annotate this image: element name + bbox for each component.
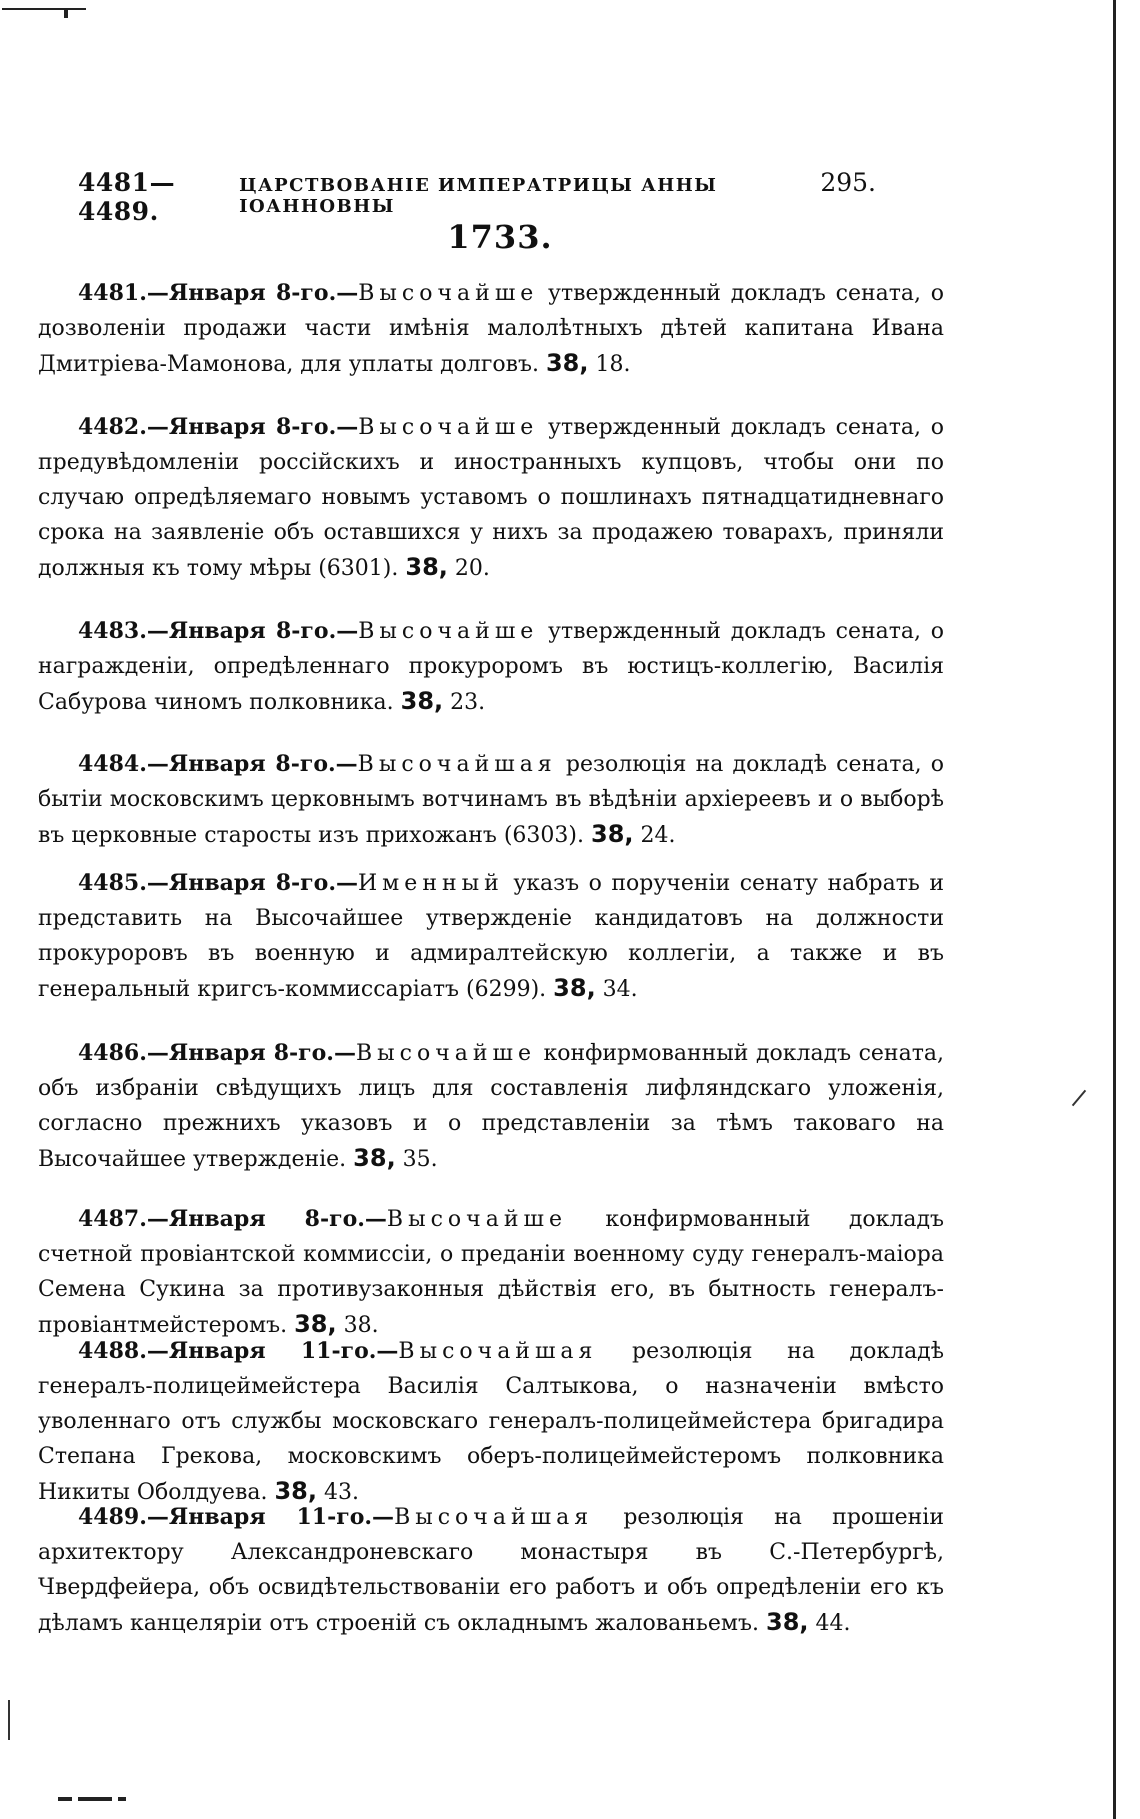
entry-4486 [38, 1036, 944, 1177]
entry-page-ref: 23. [443, 690, 486, 715]
entry-date: —Января 8-го.— [146, 1206, 387, 1232]
scan-artifact [1072, 1090, 1086, 1107]
entry-number: 4484. [78, 751, 147, 777]
entry-page-ref: 35. [395, 1147, 438, 1172]
entry-page-ref: 44. [808, 1611, 851, 1636]
running-header [78, 168, 876, 226]
page-edge-line [1113, 0, 1116, 1819]
entry-act-type: Высочайшая [394, 1505, 594, 1530]
entry-number: 4488. [78, 1338, 147, 1364]
entry-number: 4486. [78, 1040, 147, 1066]
entry-volume: 38, [274, 1477, 317, 1505]
entry-volume: 38, [400, 687, 444, 715]
entry-number: 4482. [78, 414, 147, 440]
entry-text: утвержденный докладъ сената, о предувѣдомленіи россійскихъ и иностранныхъ купцовъ, чтобы они по случаю опредѣляемаго новымъ уставомъ о пошлинахъ пятнадцатидневнаго срока на заявленіе объ оставшихся у нихъ за продажею товарахъ, приняли должныя къ тому мѣры (6301). [38, 415, 945, 581]
entry-act-type: Высочайше [358, 619, 539, 644]
entry-date: —Января 8-го.— [146, 1040, 356, 1066]
scan-artifact [8, 1700, 10, 1740]
page-number: 295. [820, 168, 876, 197]
entry-date: —Января 8-го.— [146, 618, 359, 644]
entry-text: резолюція на докладѣ сената, о бытіи московскимъ церковнымъ вотчинамъ въ вѣдѣніи архіереевъ и о выборѣ въ церковные старосты изъ прихожанъ (6303). [38, 752, 944, 848]
entry-volume: 38, [591, 820, 634, 848]
entry-text: резолюція на докладѣ генералъ-полицеймейстера Василія Салтыкова, о назначеніи вмѣсто уволеннаго отъ службы московскаго генералъ-полицеймейстера бригадира Степана Грекова, московскимъ оберъ-полицеймейстеромъ полковника Никиты Оболдуева. [38, 1339, 944, 1505]
entry-range: 4481—4489. [78, 168, 176, 226]
entry-date: —Января 8-го.— [146, 280, 359, 306]
entry-text: конфирмованный докладъ сената, объ избраніи свѣдущихъ лицъ для составленія лифляндскаго уложенія, согласно прежнихъ указовъ и о представленіи за тѣмъ таковаго на Высочайшее утвержденіе. [38, 1041, 944, 1172]
entry-date: —Января 8-го.— [146, 751, 358, 777]
top-scan-mark [2, 4, 86, 16]
entry-number: 4485. [78, 870, 147, 896]
entry-page-ref: 38. [336, 1313, 379, 1338]
entry-page-ref: 24. [633, 823, 676, 848]
entry-text: утвержденный докладъ сената, о дозволеніи продажи части имѣнія малолѣтныхъ дѣтей капитана Ивана Дмитріева-Мамонова, для уплаты долговъ. [38, 281, 945, 377]
entry-volume: 38, [766, 1608, 809, 1636]
entry-volume: 38, [353, 1144, 396, 1172]
entry-text: резолюція на прошеніи архитектору Александроневскаго монастыря въ С.-Петербургѣ, Чвердфейера, объ освидѣтельствованіи его работъ и объ опредѣленіи его къ дѣламъ канцеляріи отъ строеній съ окладнымъ жалованьемъ. [38, 1505, 944, 1636]
entry-volume: 38, [294, 1310, 337, 1338]
entry-number: 4483. [78, 618, 147, 644]
entry-act-type: Высочайше [355, 1041, 537, 1066]
entry-volume: 38, [553, 974, 596, 1002]
running-title: ЦАРСТВОВАНІЕ ИМПЕРАТРИЦЫ АННЫ ІОАННОВНЫ [239, 175, 718, 217]
entry-page-ref: 18. [588, 352, 631, 377]
entry-act-type: Именный [358, 871, 504, 896]
entry-act-type: Высочайше [358, 281, 539, 306]
entry-text: конфирмованный докладъ счетной провіантской коммиссіи, о преданіи военному суду генералъ-маіора Семена Сукина за противузаконныя дѣйствія его, въ бытность генералъ-провіантмейстеромъ. [38, 1207, 944, 1338]
entry-number: 4487. [78, 1206, 147, 1232]
entry-date: —Января 8-го.— [146, 414, 359, 440]
entry-number: 4489. [78, 1504, 147, 1530]
entry-date: —Января 11-го.— [146, 1504, 395, 1530]
entry-text: утвержденный докладъ сената, о награжденіи, опредѣленнаго прокуроромъ въ юстицъ-коллегію, Василія Сабурова чиномъ полковника. [38, 619, 945, 715]
entry-page-ref: 20. [447, 556, 490, 581]
entry-page-ref: 43. [316, 1480, 359, 1505]
entry-4483 [38, 614, 944, 720]
entry-date: —Января 8-го.— [146, 870, 358, 896]
entry-act-type: Высочайше [386, 1207, 567, 1232]
entry-4487 [38, 1202, 944, 1343]
entry-4489 [38, 1500, 944, 1641]
entry-act-type: Высочайшая [357, 752, 557, 777]
entry-act-type: Высочайшая [398, 1339, 598, 1364]
entry-4481 [38, 276, 944, 382]
entry-volume: 38, [405, 553, 448, 581]
entry-page-ref: 34. [595, 977, 638, 1002]
entry-volume: 38, [545, 349, 589, 377]
entry-date: —Января 11-го.— [146, 1338, 399, 1364]
entry-4482 [38, 410, 944, 586]
year-heading: 1733. [447, 218, 553, 256]
entry-4484 [38, 747, 944, 853]
entry-text: указъ о порученіи сенату набрать и представить на Высочайшее утвержденіе кандидатовъ на должности прокуроровъ въ военную и адмиралтейскую коллегіи, а также и въ генеральный кригсъ-коммиссаріатъ (6299). [38, 871, 944, 1002]
entry-4485 [38, 866, 944, 1007]
entry-number: 4481. [78, 280, 147, 306]
entry-act-type: Высочайше [358, 415, 539, 440]
bottom-scan-mark [58, 1795, 138, 1803]
entry-4488 [38, 1334, 944, 1510]
